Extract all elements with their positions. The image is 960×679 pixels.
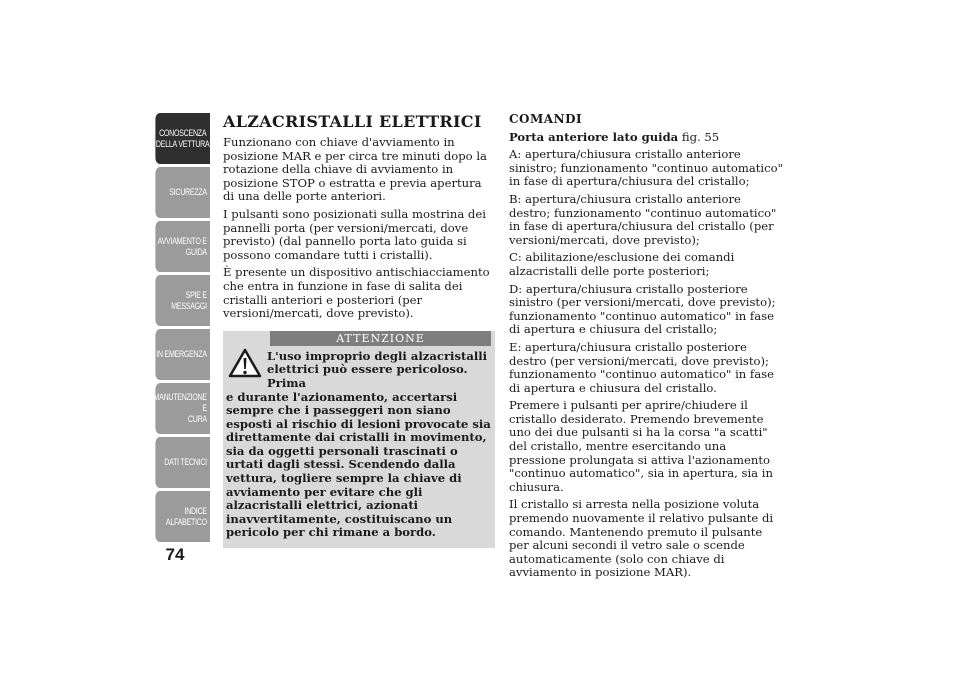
- chapter-sidebar: [140, 113, 210, 545]
- paragraph: Premere i pulsanti per aprire/chiudere il cristallo desiderato. Premendo brevemente uno dei due pulsanti si ha la corsa "a scatti" del cristallo, mentre esercitando una pressione prolungata si attiva l'azionamento "continuo automatico", sia in apertura, sia in chiusura.: [509, 398, 773, 494]
- paragraph: B: apertura/chiusura cristallo anteriore destro; funzionamento "continuo automatico" in fase di apertura/chiusura del cristallo (per versioni/mercati, dove previsto);: [509, 191, 777, 247]
- tab-sicurezza[interactable]: SICUREZZA: [155, 167, 210, 218]
- warning-triangle-icon: [228, 348, 262, 378]
- section-title: ALZACRISTALLI ELETTRICI: [223, 112, 482, 131]
- subhead-bold: Porta anteriore lato guida: [509, 129, 679, 144]
- tab-conoscenza-della-vettura[interactable]: CONOSCENZA DELLA VETTURA: [155, 113, 210, 164]
- paragraph: D: apertura/chiusura cristallo posteriore sinistro (per versioni/mercati, dove previsto); funzionamento "continuo automatico" in fase di apertura e chiusura del cristallo;: [509, 281, 776, 337]
- warning-box: [223, 331, 495, 548]
- paragraph: Il cristallo si arresta nella posizione voluta premendo nuovamente il relativo pulsante di comando. Mantenendo premuto il pulsante per alcuni secondi il vetro sale o scende automaticamente (solo con chiave di avviamento in posizione MAR).: [509, 497, 774, 580]
- page-number: 74: [165, 545, 185, 564]
- paragraph: E: apertura/chiusura cristallo posteriore destro (per versioni/mercati, dove previsto); funzionamento "continuo automatico" in fase di apertura e chiusura del cristallo.: [509, 339, 774, 395]
- tab-indice-alfabetico[interactable]: INDICE ALFABETICO: [155, 491, 210, 542]
- warning-text: [226, 346, 491, 540]
- tab-spie-e-messaggi[interactable]: SPIE E MESSAGGI: [155, 275, 210, 326]
- paragraph: A: apertura/chiusura cristallo anteriore sinistro; funzionamento "continuo automatico" in fase di apertura/chiusura del cristallo;: [509, 147, 783, 189]
- tab-in-emergenza[interactable]: IN EMERGENZA: [155, 329, 210, 380]
- paragraph: Funzionano con chiave d'avviamento in posizione MAR e per circa tre minuti dopo la rotazione della chiave di avviamento in posizione STOP o estratta e previa apertura di una delle porte anteriori.: [223, 135, 487, 204]
- warning-text-first: L'uso improprio degli alzacristalli elettrici può essere pericoloso. Prima: [267, 348, 488, 390]
- figure-reference[interactable]: fig. 55: [678, 129, 720, 144]
- paragraph: È presente un dispositivo antischiacciamento che entra in funzione in fase di salita dei cristalli anteriori e posteriori (per versioni/mercati, dove previsto).: [223, 265, 490, 321]
- left-column: [223, 113, 495, 548]
- right-column: [509, 113, 784, 584]
- commands-heading: COMANDI: [509, 112, 583, 126]
- paragraph: I pulsanti sono posizionati sulla mostrina dei pannelli porta (per versioni/mercati, dove previsto) (dal pannello porta lato guida si possono comandare tutti i cristalli).: [223, 206, 486, 262]
- front-door-driver-heading: [509, 131, 784, 145]
- tab-dati-tecnici[interactable]: DATI TECNICI: [155, 437, 210, 488]
- tab-avviamento-e-guida[interactable]: AVVIAMENTO E GUIDA: [155, 221, 210, 272]
- tab-manutenzione-e-cura[interactable]: MANUTENZIONE E CURA: [155, 383, 210, 434]
- paragraph: C: abilitazione/esclusione dei comandi alzacristalli delle porte posteriori;: [509, 250, 735, 278]
- warning-header: ATTENZIONE: [270, 331, 491, 346]
- warning-text-rest: e durante l'azionamento, accertarsi sempre che i passeggeri non siano esposti al rischio di lesioni provocate sia direttamente dai cristalli in movimento, sia da oggetti personali trascinati o urtati dagli stessi. Scendendo dalla vettura, togliere sempre la chiave di avviamento per evitare che gli alzacristalli elettrici, azionati inavvertitamente, costituiscano un pericolo per chi rimane a bordo.: [226, 389, 491, 540]
